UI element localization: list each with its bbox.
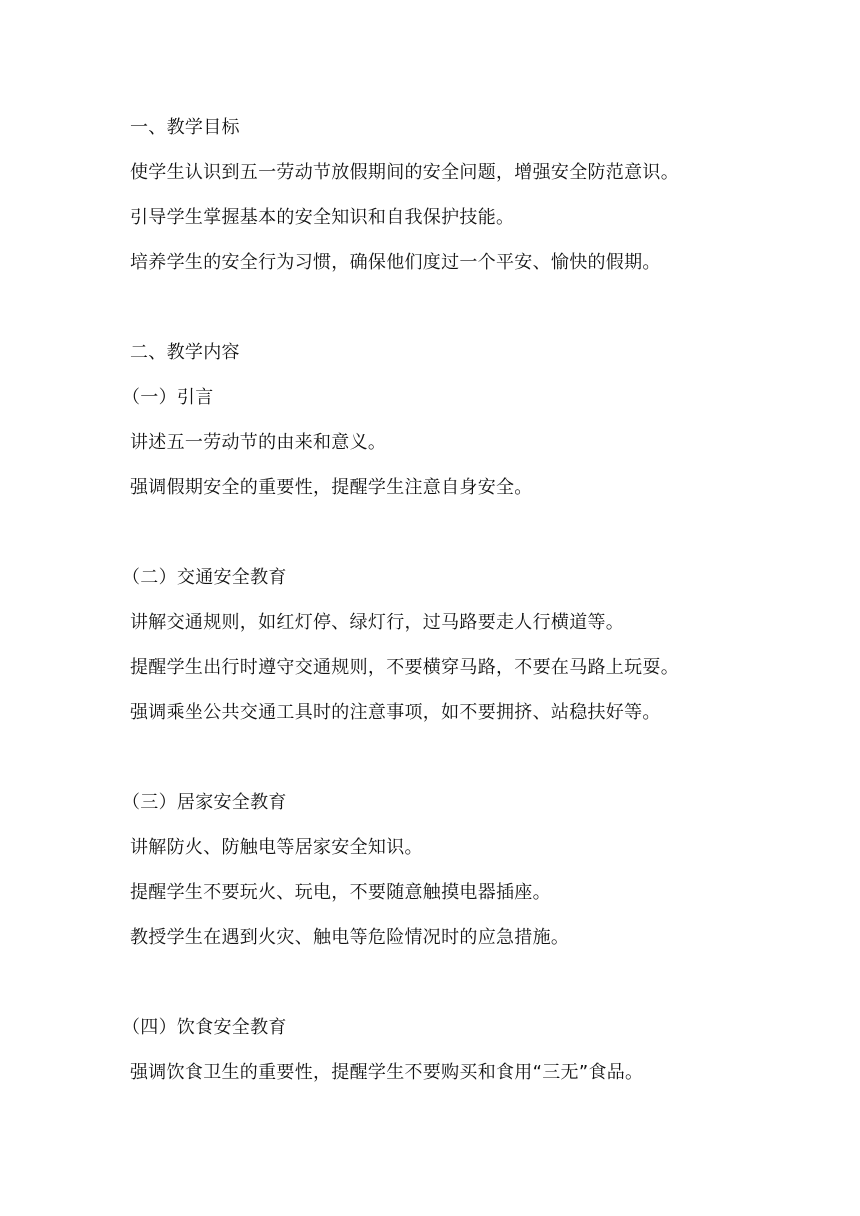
- objective-item-2: 引导学生掌握基本的安全知识和自我保护技能。: [130, 207, 515, 228]
- home-item-2: 提醒学生不要玩火、玩电，不要随意触摸电器插座。: [130, 882, 551, 903]
- section-heading-objectives: 一、教学目标: [130, 117, 240, 138]
- subsection-title-traffic: （二）交通安全教育: [122, 567, 287, 588]
- subsection-title-home: （三）居家安全教育: [122, 792, 287, 813]
- traffic-item-2: 提醒学生出行时遵守交通规则，不要横穿马路，不要在马路上玩耍。: [130, 657, 679, 678]
- traffic-item-3: 强调乘坐公共交通工具时的注意事项，如不要拥挤、站稳扶好等。: [130, 702, 661, 723]
- objective-item-1: 使学生认识到五一劳动节放假期间的安全问题，增强安全防范意识。: [130, 162, 679, 183]
- home-item-1: 讲解防火、防触电等居家安全知识。: [130, 837, 423, 858]
- objective-item-3: 培养学生的安全行为习惯，确保他们度过一个平安、愉快的假期。: [130, 252, 661, 273]
- food-item-1: 强调饮食卫生的重要性，提醒学生不要购买和食用“三无”食品。: [130, 1062, 644, 1083]
- intro-item-2: 强调假期安全的重要性，提醒学生注意自身安全。: [130, 477, 533, 498]
- traffic-item-1: 讲解交通规则，如红灯停、绿灯行，过马路要走人行横道等。: [130, 612, 625, 633]
- subsection-title-food: （四）饮食安全教育: [122, 1017, 287, 1038]
- intro-item-1: 讲述五一劳动节的由来和意义。: [130, 432, 387, 453]
- subsection-title-intro: （一）引言: [122, 387, 214, 408]
- section-heading-content: 二、教学内容: [130, 342, 240, 363]
- home-item-3: 教授学生在遇到火灾、触电等危险情况时的应急措施。: [130, 927, 570, 948]
